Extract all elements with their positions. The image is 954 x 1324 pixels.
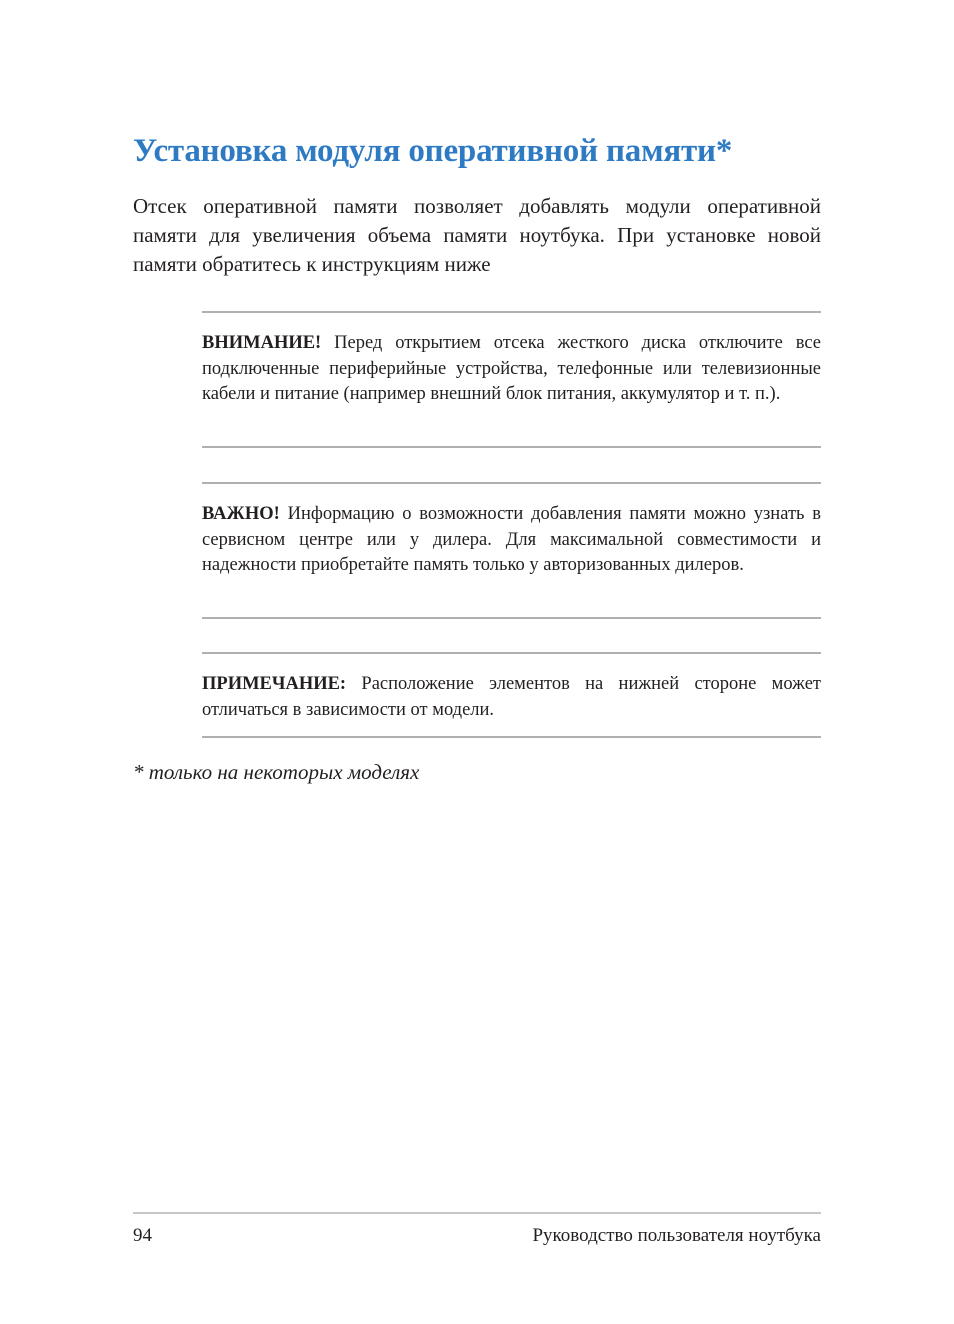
warning-note bbox=[202, 311, 821, 448]
important-label: ВАЖНО! bbox=[202, 504, 280, 524]
important-body: Информацию о возможности добавления памяти можно узнать в сервисном центре или у дилера. Для максимальной совместимости и надежности приобретайте память только у авторизованных дилеров. bbox=[202, 504, 821, 575]
note-label: ПРИМЕЧАНИЕ: bbox=[202, 674, 347, 694]
page-title: Установка модуля оперативной памяти* bbox=[133, 133, 733, 169]
important-note-text bbox=[202, 502, 821, 579]
warning-body: Перед открытием отсека жесткого диска отключите все подключенные периферийные устройства, телефонные или телевизионные кабели и питание (например внешний блок питания, аккумулятор и т. п.). bbox=[202, 333, 821, 404]
footer-divider bbox=[133, 1212, 821, 1214]
warning-note-text bbox=[202, 331, 821, 408]
info-note-text bbox=[202, 672, 821, 723]
footnote: * только на некоторых моделях bbox=[133, 760, 420, 784]
warning-label: ВНИМАНИЕ! bbox=[202, 333, 322, 353]
info-note bbox=[202, 652, 821, 738]
page-number: 94 bbox=[133, 1225, 152, 1246]
intro-paragraph: Отсек оперативной памяти позволяет добавлять модули оперативной памяти для увеличения объема памяти ноутбука. При установке новой памяти обратитесь к инструкциям ниже bbox=[133, 194, 821, 276]
important-note bbox=[202, 482, 821, 619]
footer-manual-title: Руководство пользователя ноутбука bbox=[532, 1225, 821, 1246]
note-body: Расположение элементов на нижней стороне может отличаться в зависимости от модели. bbox=[202, 674, 821, 720]
